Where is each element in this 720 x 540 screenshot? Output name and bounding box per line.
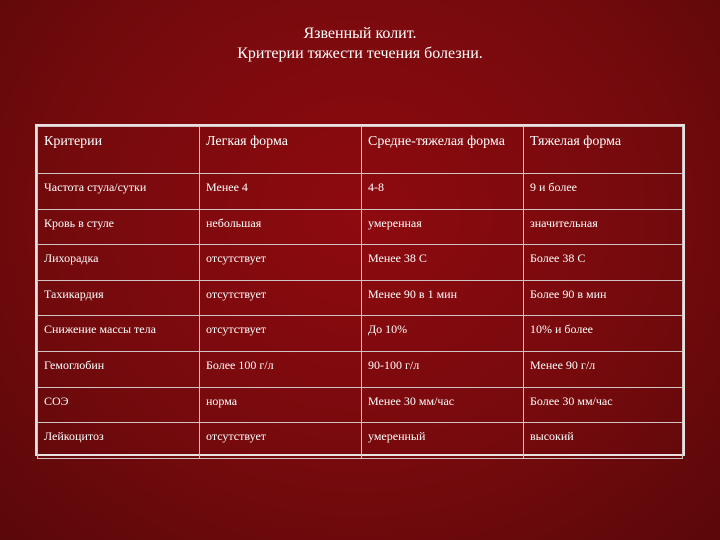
table-cell: СОЭ — [38, 387, 200, 423]
table-cell: значительная — [524, 209, 683, 245]
header-mild: Легкая форма — [200, 127, 362, 174]
table-row — [38, 351, 683, 387]
table-cell: Более 100 г/л — [200, 351, 362, 387]
table-row — [38, 174, 683, 210]
table-row — [38, 245, 683, 281]
table-cell: Лихорадка — [38, 245, 200, 281]
table-cell: умеренная — [362, 209, 524, 245]
table-cell: небольшая — [200, 209, 362, 245]
table-row — [38, 316, 683, 352]
header-moderate: Средне-тяжелая форма — [362, 127, 524, 174]
table-cell: Частота стула/сутки — [38, 174, 200, 210]
table-cell: Более 30 мм/час — [524, 387, 683, 423]
table-cell: 9 и более — [524, 174, 683, 210]
table-cell: Менее 90 в 1 мин — [362, 280, 524, 316]
table-cell: отсутствует — [200, 423, 362, 459]
table-cell: До 10% — [362, 316, 524, 352]
table-cell: Менее 4 — [200, 174, 362, 210]
table-cell: Менее 38 С — [362, 245, 524, 281]
table-cell: отсутствует — [200, 280, 362, 316]
title-line-1: Язвенный колит. — [303, 25, 417, 42]
table-cell: 10% и более — [524, 316, 683, 352]
table-cell: Более 38 С — [524, 245, 683, 281]
table-cell: Более 90 в мин — [524, 280, 683, 316]
table-row — [38, 423, 683, 459]
table-cell: Менее 90 г/л — [524, 351, 683, 387]
table-cell: Кровь в стуле — [38, 209, 200, 245]
table-header-row — [38, 127, 683, 174]
table-cell: отсутствует — [200, 316, 362, 352]
table-cell: 4-8 — [362, 174, 524, 210]
table-cell: Менее 30 мм/час — [362, 387, 524, 423]
table-cell: Лейкоцитоз — [38, 423, 200, 459]
table-cell: Снижение массы тела — [38, 316, 200, 352]
table-cell: высокий — [524, 423, 683, 459]
table-cell: 90-100 г/л — [362, 351, 524, 387]
table-cell: норма — [200, 387, 362, 423]
header-criteria: Критерии — [38, 127, 200, 174]
table-row — [38, 209, 683, 245]
table-cell: Гемоглобин — [38, 351, 200, 387]
table-row — [38, 387, 683, 423]
table-cell: Тахикардия — [38, 280, 200, 316]
slide-title — [0, 24, 720, 64]
table-row — [38, 280, 683, 316]
table-cell: умеренный — [362, 423, 524, 459]
header-severe: Тяжелая форма — [524, 127, 683, 174]
title-line-2: Критерии тяжести течения болезни. — [237, 45, 483, 62]
table-cell: отсутствует — [200, 245, 362, 281]
severity-criteria-table — [35, 124, 685, 456]
